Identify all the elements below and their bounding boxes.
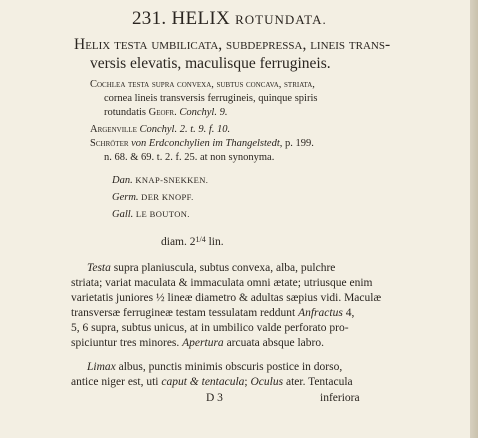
diagnosis-line-1: Helix testa umbilicata, subdepressa, lineis trans- <box>74 36 391 53</box>
vernacular-danish <box>112 176 208 187</box>
description-text: arcuata absque labro. <box>223 337 324 349</box>
synonym-author: Schröter <box>90 138 129 149</box>
catchword: inferiora <box>320 392 360 404</box>
fraction-denominator: 4 <box>201 235 206 244</box>
animal-term: caput & tentacula <box>161 376 245 388</box>
description-term: Testa <box>87 262 111 274</box>
synonym-argenville <box>90 125 230 136</box>
vernacular-language: Gall. <box>112 209 134 220</box>
vernacular-name: DER KNOPF. <box>141 192 194 202</box>
description-line-4 <box>71 308 354 320</box>
description-line-1 <box>87 263 335 275</box>
synonym-text: rotundatis <box>104 107 146 118</box>
diameter-fraction: 1/4 <box>195 235 206 244</box>
description-line-6 <box>71 338 324 350</box>
synonym-reference: Conchyl. 2. t. 9. f. 10. <box>139 124 231 135</box>
synonym-cochlea-line-3 <box>104 108 227 119</box>
synonym-schroter-line-2: n. 68. & 69. t. 2. f. 25. at non synonyma. <box>104 152 275 163</box>
vernacular-name: KNAP-SNEKKEN. <box>135 175 209 185</box>
page-edge <box>470 0 478 438</box>
diagnosis-line-2: versis elevatis, maculisque ferrugineis. <box>90 55 331 72</box>
synonym-page: , p. 199. <box>279 138 314 149</box>
description-term: Anfractus <box>298 307 343 319</box>
description-line-2: striata; variat maculata & immaculata omni ætate; utriusque enim <box>71 277 373 289</box>
diameter-unit: lin. <box>208 236 224 248</box>
description-term: Apertura <box>182 337 224 349</box>
synonym-author: Geofr. <box>148 107 177 118</box>
description-text: 4, <box>342 307 355 319</box>
description-text: spiciuntur tres minores. <box>71 337 180 349</box>
animal-line-1 <box>87 362 342 374</box>
vernacular-french <box>112 210 190 221</box>
description-text: supra planiuscula, subtus convexa, alba, pulchre <box>110 262 336 274</box>
vernacular-language: Germ. <box>112 192 139 203</box>
animal-line-2 <box>71 377 353 389</box>
vernacular-name: LE BOUTON. <box>135 209 190 219</box>
species-number: 231. <box>132 8 167 29</box>
vernacular-german <box>112 193 194 204</box>
synonym-cochlea-line-2: cornea lineis transversis ferrugineis, quinque spiris <box>104 93 318 104</box>
animal-text: albus, punctis minimis obscuris postice in dorso, <box>115 361 343 373</box>
animal-term: Limax <box>87 361 116 373</box>
signature-mark: D 3 <box>206 392 223 404</box>
page-heading <box>132 9 327 28</box>
diameter-measurement <box>161 236 224 249</box>
animal-text: ater. Tentacula <box>283 376 353 388</box>
synonym-work: von Erdconchylien im Thangelstedt <box>131 138 280 149</box>
species-title: ROTUNDATA. <box>235 12 327 27</box>
synonym-cochlea-line-1: Cochlea testa supra convexa, subtus concava, striata, <box>90 79 315 90</box>
diameter-label: diam. <box>161 236 187 248</box>
fraction-numerator: 1 <box>195 235 200 244</box>
animal-term: Oculus <box>250 376 284 388</box>
synonym-author: Argenville <box>90 124 137 135</box>
genus-title: HELIX <box>171 8 230 29</box>
vernacular-language: Dan. <box>112 175 133 186</box>
description-text: transversæ ferrugineæ testam tessulatam reddunt <box>71 307 296 319</box>
description-line-3: varietatis juniores ½ lineæ diametro & adultas sæpius vidi. Maculæ <box>71 292 382 304</box>
animal-text: ; <box>244 376 248 388</box>
animal-text: antice niger est, uti <box>71 376 159 388</box>
description-line-5: 5, 6 supra, subtus unicus, at in umbilico valde perforato pro- <box>71 322 349 334</box>
synonym-schroter-line-1 <box>90 139 314 150</box>
diameter-value: 2 <box>189 236 196 248</box>
synonym-work: Conchyl. 9. <box>179 107 228 118</box>
